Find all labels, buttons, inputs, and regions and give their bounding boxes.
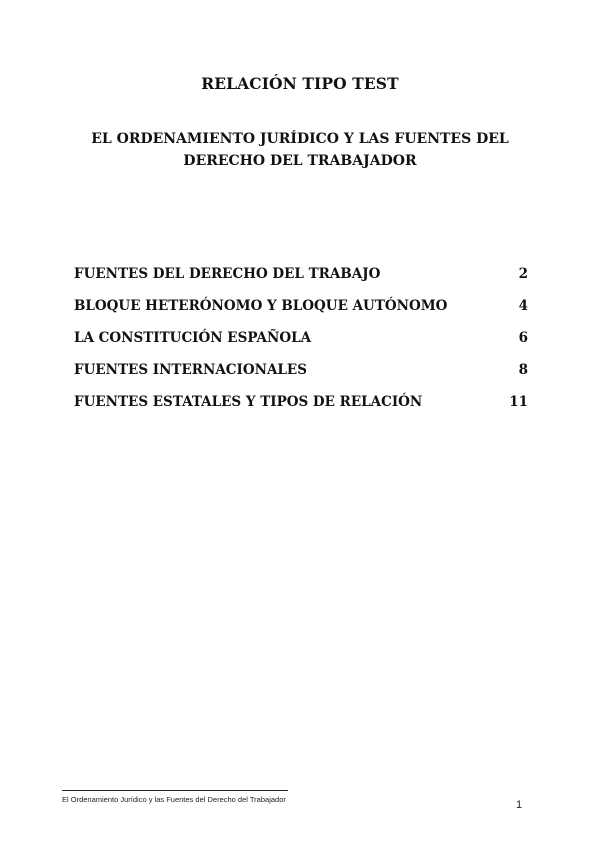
document-subtitle <box>80 128 520 172</box>
toc-entry-fuentes-internacionales[interactable] <box>74 362 528 394</box>
toc-entry-bloque-heteronomo-autonomo[interactable] <box>74 298 528 330</box>
toc-entry-label: FUENTES ESTATALES Y TIPOS DE RELACIÓN <box>74 394 423 410</box>
toc-entry-page: 6 <box>518 330 528 346</box>
toc-entry-constitucion-espanola[interactable] <box>74 330 528 362</box>
subtitle-line-1: EL ORDENAMIENTO JURÍDICO Y LAS FUENTES DEL <box>91 131 509 147</box>
toc-entry-fuentes-estatales[interactable] <box>74 394 528 426</box>
footer-text: El Ordenamiento Jurídico y las Fuentes del Derecho del Trabajador <box>62 795 286 804</box>
toc-entry-label: FUENTES DEL DERECHO DEL TRABAJO <box>74 266 381 282</box>
document-title: RELACIÓN TIPO TEST <box>201 74 399 93</box>
subtitle-line-2: DERECHO DEL TRABAJADOR <box>183 153 417 169</box>
page-number: 1 <box>516 799 523 811</box>
toc-entry-page: 4 <box>518 298 528 314</box>
toc-entry-label: LA CONSTITUCIÓN ESPAÑOLA <box>74 330 312 346</box>
footer-divider <box>62 790 288 791</box>
toc-entry-page: 11 <box>509 394 528 410</box>
table-of-contents <box>74 266 528 426</box>
toc-entry-page: 2 <box>518 266 528 282</box>
toc-entry-page: 8 <box>518 362 528 378</box>
toc-entry-label: FUENTES INTERNACIONALES <box>74 362 307 378</box>
toc-entry-label: BLOQUE HETERÓNOMO Y BLOQUE AUTÓNOMO <box>74 298 448 314</box>
toc-entry-fuentes-derecho-trabajo[interactable] <box>74 266 528 298</box>
